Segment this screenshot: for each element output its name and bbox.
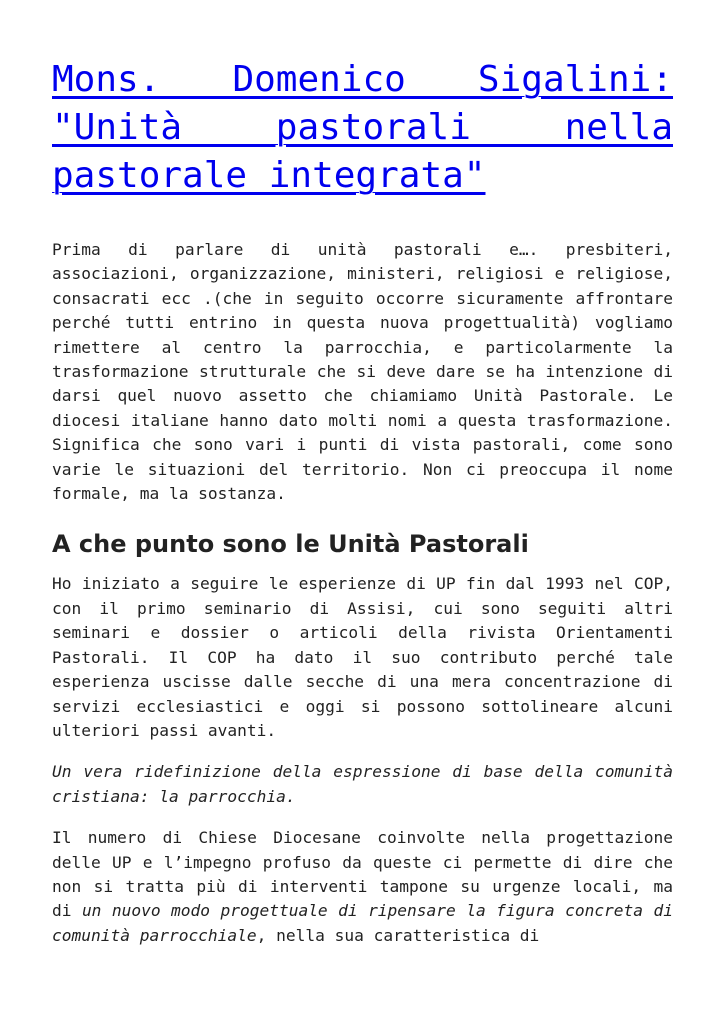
paragraph-2-italic: Un vera ridefinizione della espressione di base della comunità cristiana: la parrocchia.: [52, 762, 673, 806]
paragraph-3-part-1: Il numero di Chiese Diocesane coinvolte nella progettazione delle UP e l’impegno profuso da queste ci permette di dire che non si tratta più di interventi tampone su urgenze locali, ma di: [52, 828, 673, 921]
article-title-link[interactable]: Mons. Domenico Sigalini: "Unità pastorali nella pastorale integrata": [52, 59, 673, 196]
paragraph-3: [52, 826, 673, 948]
article: [52, 56, 673, 948]
paragraph-3-part-2: , nella sua caratteristica di: [256, 925, 540, 945]
article-title: [52, 56, 673, 200]
section-heading: A che punto sono le Unità Pastorali: [52, 530, 529, 559]
paragraph-3-italic: un nuovo modo progettuale di ripensare la figura concreta di comunità parrocchiale: [52, 901, 673, 945]
paragraph-1: Ho iniziato a seguire le esperienze di UP fin dal 1993 nel COP, con il primo seminario di Assisi, cui sono seguiti altri seminari e dossier o articoli della rivista Orientamenti Pastorali. Il COP ha dato il suo contributo perché tale esperienza uscisse dalle secche di una mera concentrazione di servizi ecclesiastici e oggi si possono sottolineare alcuni ulteriori passi avanti.: [52, 574, 673, 740]
intro-paragraph: Prima di parlare di unità pastorali e…. presbiteri, associazioni, organizzazione, ministeri, religiosi e religiose, consacrati ecc .(che in seguito occorre sicuramente affrontare perché tutti entrino in questa nuova progettualità) vogliamo rimettere al centro la parrocchia, e particolarmente la trasformazione strutturale che si deve dare se ha intenzione di darsi quel nuovo assetto che chiamiamo Unità Pastorale. Le diocesi italiane hanno dato molti nomi a questa trasformazione. Significa che sono vari i punti di vista pastorali, come sono varie le situazioni del territorio. Non ci preoccupa il nome formale, ma la sostanza.: [52, 240, 673, 504]
